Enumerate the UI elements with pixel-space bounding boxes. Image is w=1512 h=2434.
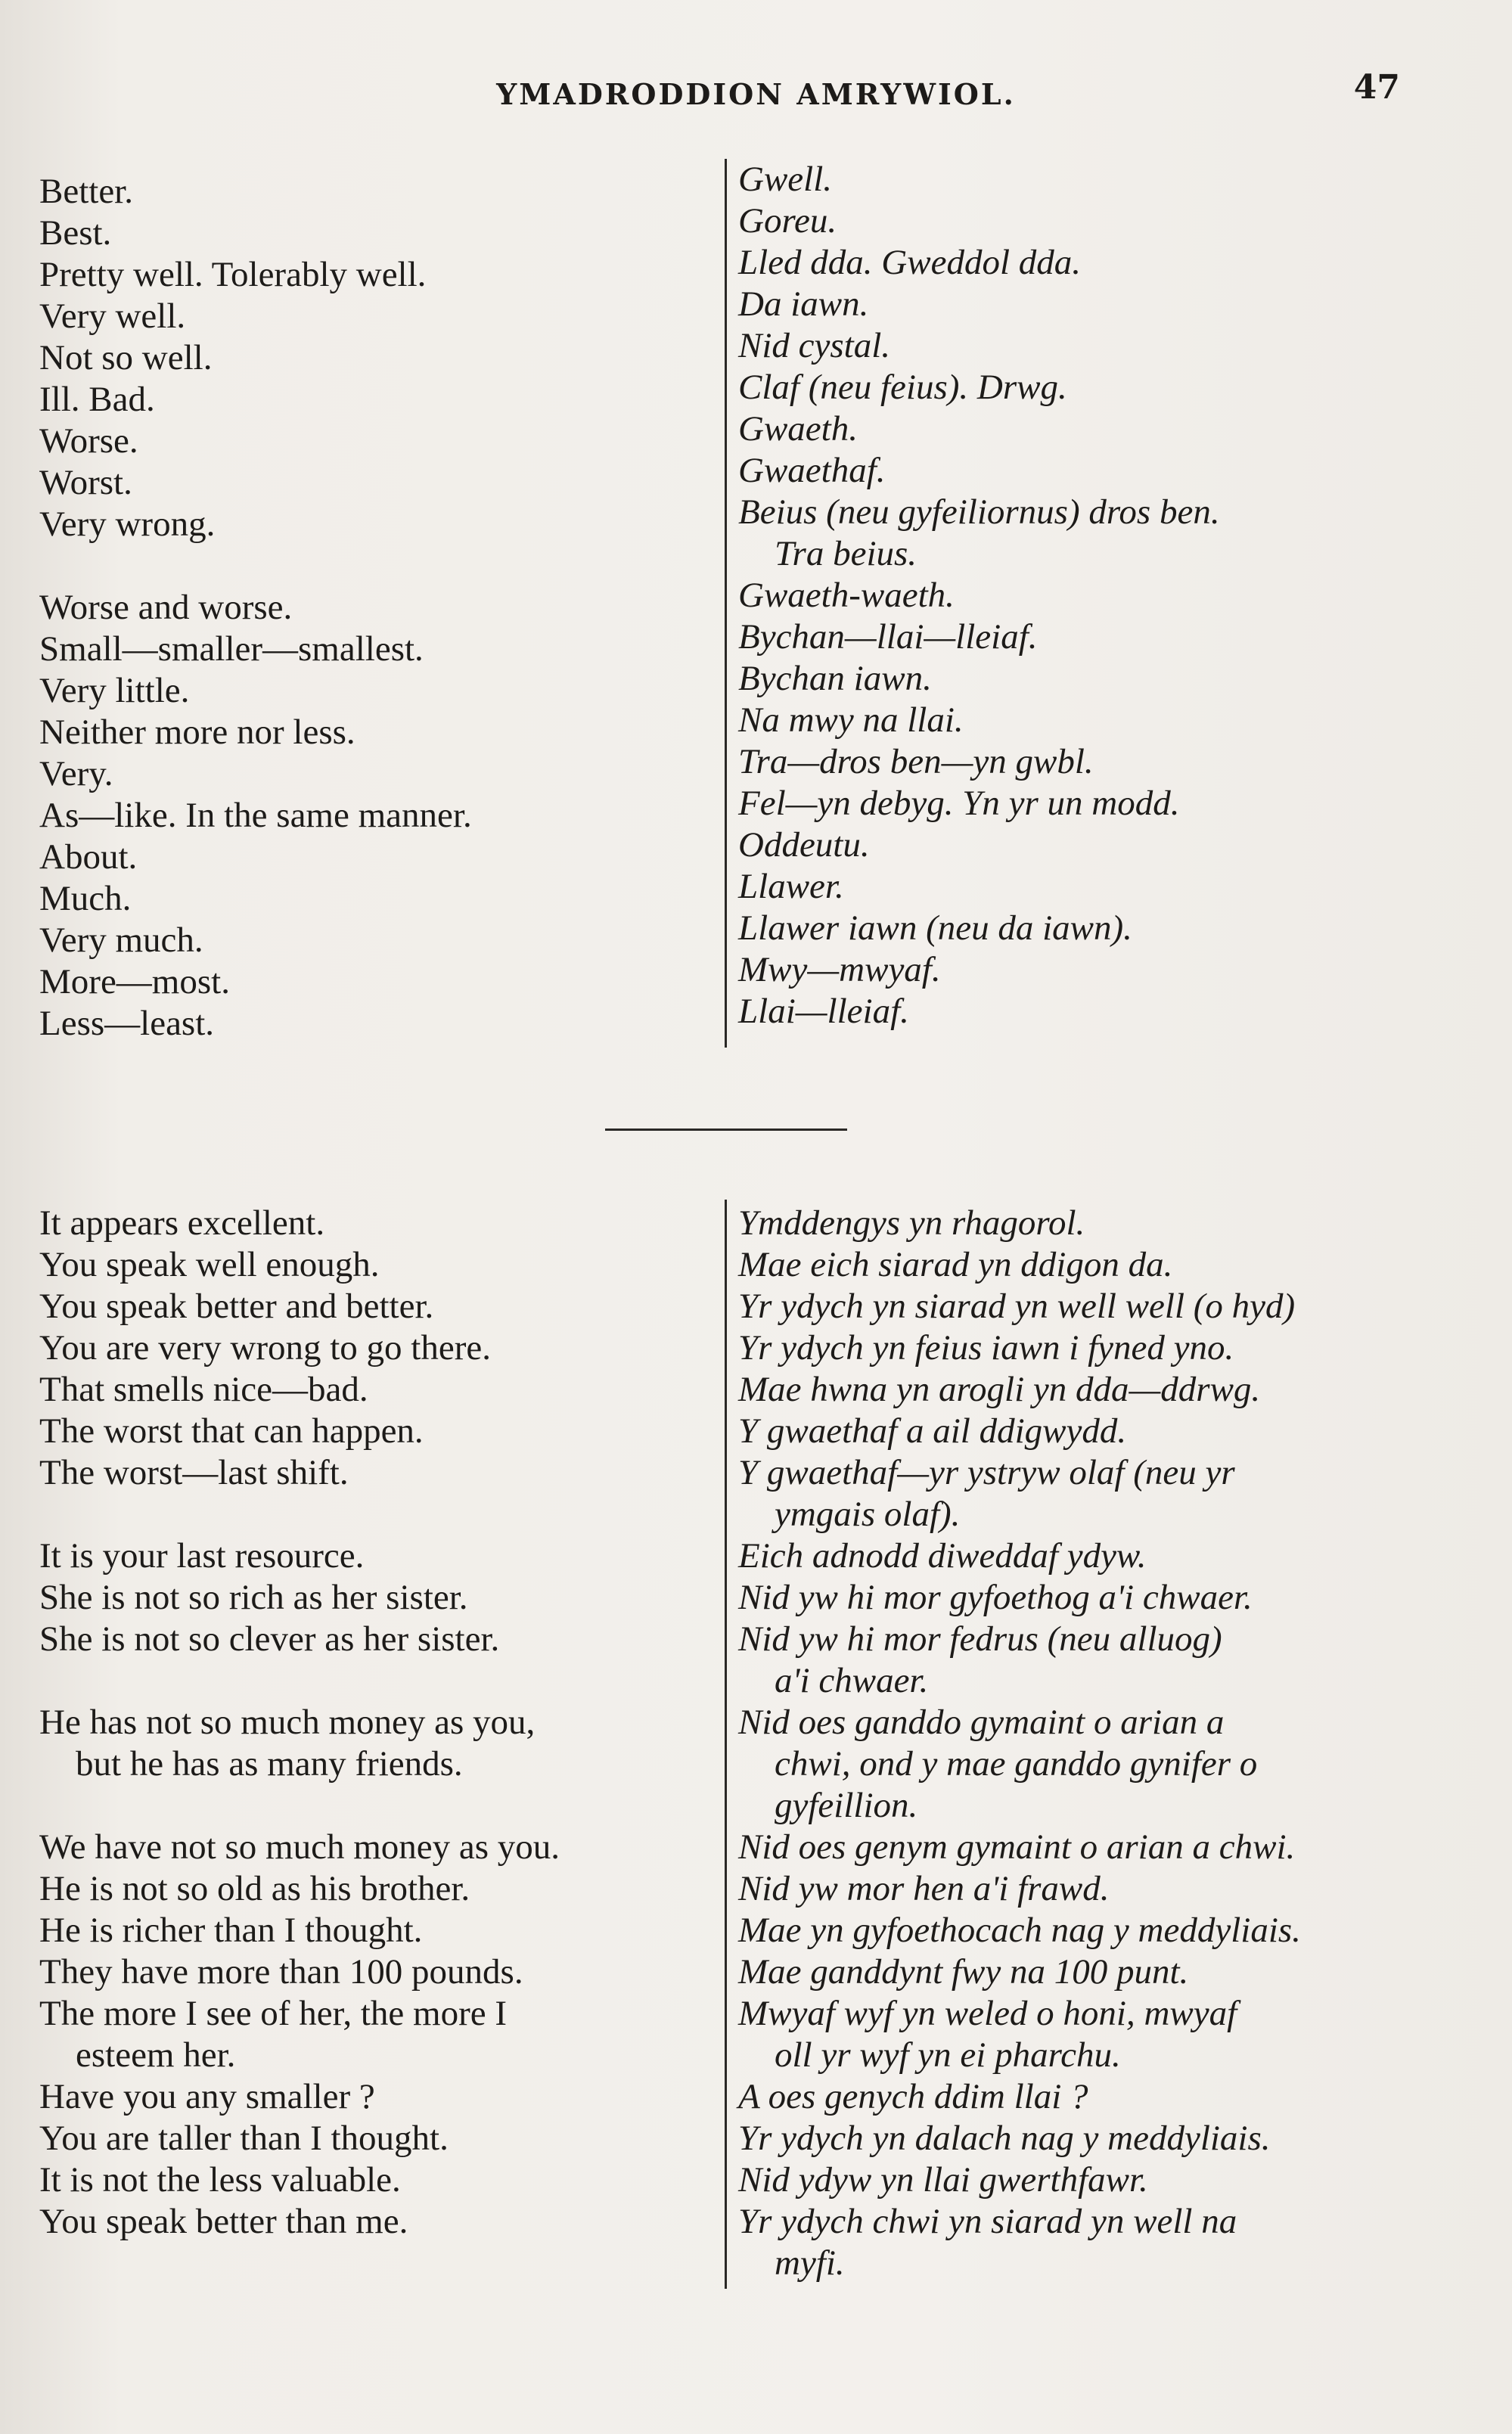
phrase-en: As—like. In the same manner. bbox=[39, 796, 472, 835]
phrase-en: Pretty well. Tolerably well. bbox=[39, 255, 427, 294]
phrase-en: Worst. bbox=[39, 463, 132, 502]
phrase-cy: Eich adnodd diweddaf ydyw. bbox=[738, 1536, 1147, 1576]
phrase-en: You speak better and better. bbox=[39, 1287, 434, 1326]
phrase-en: Very well. bbox=[39, 296, 186, 336]
phrase-cy: Lled dda. Gweddol dda. bbox=[738, 243, 1082, 282]
phrase-cy: Nid yw mor hen a'i frawd. bbox=[738, 1869, 1110, 1908]
phrase-en: esteem her. bbox=[76, 2035, 236, 2075]
phrase-cy: Llawer. bbox=[738, 867, 844, 906]
phrase-cy: Mae eich siarad yn ddigon da. bbox=[738, 1245, 1173, 1284]
phrase-en: The worst—last shift. bbox=[39, 1453, 349, 1492]
phrase-cy: Mae ganddynt fwy na 100 punt. bbox=[738, 1952, 1189, 1992]
phrase-en: About. bbox=[39, 837, 138, 877]
phrase-cy: Nid ydyw yn llai gwerthfawr. bbox=[738, 2160, 1148, 2200]
phrase-cy: ymgais olaf). bbox=[775, 1495, 961, 1534]
phrase-cy: Da iawn. bbox=[738, 284, 869, 324]
phrase-cy: Gwell. bbox=[738, 160, 833, 199]
phrase-en: Very much. bbox=[39, 921, 203, 960]
phrase-cy: Llawer iawn (neu da iawn). bbox=[738, 908, 1132, 948]
phrase-en: You speak well enough. bbox=[39, 1245, 380, 1284]
phrase-cy: Ymddengys yn rhagorol. bbox=[738, 1203, 1085, 1243]
phrase-en: Better. bbox=[39, 172, 133, 211]
section-separator bbox=[605, 1129, 847, 1131]
phrase-en: We have not so much money as you. bbox=[39, 1827, 560, 1867]
english-column-2 bbox=[39, 1203, 720, 2243]
phrase-en: The more I see of her, the more I bbox=[39, 1994, 507, 2033]
phrase-cy: Nid yw hi mor gyfoethog a'i chwaer. bbox=[738, 1578, 1253, 1617]
phrase-en: Ill. Bad. bbox=[39, 380, 155, 419]
phrase-cy: Tra beius. bbox=[775, 534, 917, 573]
phrase-cy: Yr ydych yn dalach nag y meddyliais. bbox=[738, 2119, 1271, 2158]
column-divider-bottom bbox=[725, 1200, 727, 2289]
phrase-en: It appears excellent. bbox=[39, 1203, 325, 1243]
phrase-cy: Mae hwna yn arogli yn dda—ddrwg. bbox=[738, 1370, 1261, 1409]
phrase-cy: Y gwaethaf a ail ddigwydd. bbox=[738, 1411, 1127, 1451]
phrase-cy: Bychan—llai—lleiaf. bbox=[738, 617, 1038, 657]
phrase-en: Very wrong. bbox=[39, 504, 216, 544]
spacer bbox=[39, 1785, 720, 1827]
phrase-en: It is your last resource. bbox=[39, 1536, 365, 1576]
column-divider-top bbox=[725, 159, 727, 1048]
phrase-en: She is not so rich as her sister. bbox=[39, 1578, 468, 1617]
phrase-cy: myfi. bbox=[775, 2243, 845, 2283]
phrase-en: He is not so old as his brother. bbox=[39, 1869, 470, 1908]
phrase-cy: Llai—lleiaf. bbox=[738, 992, 909, 1031]
phrase-cy: Mwyaf wyf yn weled o honi, mwyaf bbox=[738, 1994, 1237, 2033]
phrase-en: They have more than 100 pounds. bbox=[39, 1952, 523, 1992]
phrase-en: Not so well. bbox=[39, 338, 213, 377]
spacer bbox=[39, 1494, 720, 1535]
phrase-en: It is not the less valuable. bbox=[39, 2160, 401, 2200]
phrase-en: Small—smaller—smallest. bbox=[39, 629, 424, 669]
phrase-cy: Nid oes genym gymaint o arian a chwi. bbox=[738, 1827, 1296, 1867]
phrase-en: That smells nice—bad. bbox=[39, 1370, 368, 1409]
phrase-en: You are taller than I thought. bbox=[39, 2119, 449, 2158]
phrase-cy: Fel—yn debyg. Yn yr un modd. bbox=[738, 784, 1180, 823]
english-column-1 bbox=[39, 171, 720, 1045]
phrase-en: Neither more nor less. bbox=[39, 713, 355, 752]
spacer bbox=[39, 545, 720, 587]
phrase-cy: Claf (neu feius). Drwg. bbox=[738, 368, 1067, 407]
phrase-cy: a'i chwaer. bbox=[775, 1661, 929, 1700]
spacer bbox=[39, 1660, 720, 1702]
running-header: YMADRODDION AMRYWIOL. bbox=[496, 77, 1016, 111]
phrase-cy: Oddeutu. bbox=[738, 825, 870, 865]
phrase-en: Have you any smaller ? bbox=[39, 2077, 375, 2116]
phrase-en: Less—least. bbox=[39, 1004, 215, 1043]
phrase-cy: Goreu. bbox=[738, 201, 837, 241]
phrase-cy: Gwaeth-waeth. bbox=[738, 576, 955, 615]
phrase-cy: Y gwaethaf—yr ystryw olaf (neu yr bbox=[738, 1453, 1235, 1492]
phrase-cy: Nid cystal. bbox=[738, 326, 891, 365]
phrase-en: Much. bbox=[39, 879, 132, 918]
phrase-cy: Gwaethaf. bbox=[738, 451, 886, 490]
phrase-en: Worse. bbox=[39, 421, 138, 461]
phrase-cy: Yr ydych chwi yn siarad yn well na bbox=[738, 2202, 1237, 2241]
phrase-en: He is richer than I thought. bbox=[39, 1911, 423, 1950]
phrase-cy: A oes genych ddim llai ? bbox=[738, 2077, 1088, 2116]
welsh-column-1 bbox=[738, 159, 1419, 1032]
phrase-cy: Mae yn gyfoethocach nag y meddyliais. bbox=[738, 1911, 1301, 1950]
phrase-cy: Bychan iawn. bbox=[738, 659, 932, 698]
phrase-en: He has not so much money as you, bbox=[39, 1703, 536, 1742]
phrase-cy: oll yr wyf yn ei pharchu. bbox=[775, 2035, 1121, 2075]
phrase-cy: Yr ydych yn siarad yn well well (o hyd) bbox=[738, 1287, 1296, 1326]
phrase-en: Very little. bbox=[39, 671, 190, 710]
phrase-cy: Na mwy na llai. bbox=[738, 700, 964, 740]
phrase-en: She is not so clever as her sister. bbox=[39, 1619, 500, 1659]
phrase-en: Best. bbox=[39, 213, 112, 253]
page-number: 47 bbox=[1353, 68, 1400, 107]
phrase-cy: gyfeillion. bbox=[775, 1786, 918, 1825]
phrase-cy: Yr ydych yn feius iawn i fyned yno. bbox=[738, 1328, 1234, 1368]
phrase-en: You are very wrong to go there. bbox=[39, 1328, 491, 1368]
phrase-cy: Mwy—mwyaf. bbox=[738, 950, 941, 989]
phrase-cy: Beius (neu gyfeiliornus) dros ben. bbox=[738, 492, 1220, 532]
phrase-cy: Gwaeth. bbox=[738, 409, 858, 449]
phrase-en: More—most. bbox=[39, 962, 230, 1001]
phrase-cy: Nid yw hi mor fedrus (neu alluog) bbox=[738, 1619, 1222, 1659]
phrase-cy: chwi, ond y mae ganddo gynifer o bbox=[775, 1744, 1258, 1784]
phrase-en: Worse and worse. bbox=[39, 588, 293, 627]
phrase-cy: Nid oes ganddo gymaint o arian a bbox=[738, 1703, 1225, 1742]
phrase-en: Very. bbox=[39, 754, 113, 793]
phrase-en: but he has as many friends. bbox=[76, 1744, 463, 1784]
phrase-en: You speak better than me. bbox=[39, 2202, 408, 2241]
phrase-en: The worst that can happen. bbox=[39, 1411, 424, 1451]
phrase-cy: Tra—dros ben—yn gwbl. bbox=[738, 742, 1094, 781]
welsh-column-2 bbox=[738, 1203, 1419, 2284]
